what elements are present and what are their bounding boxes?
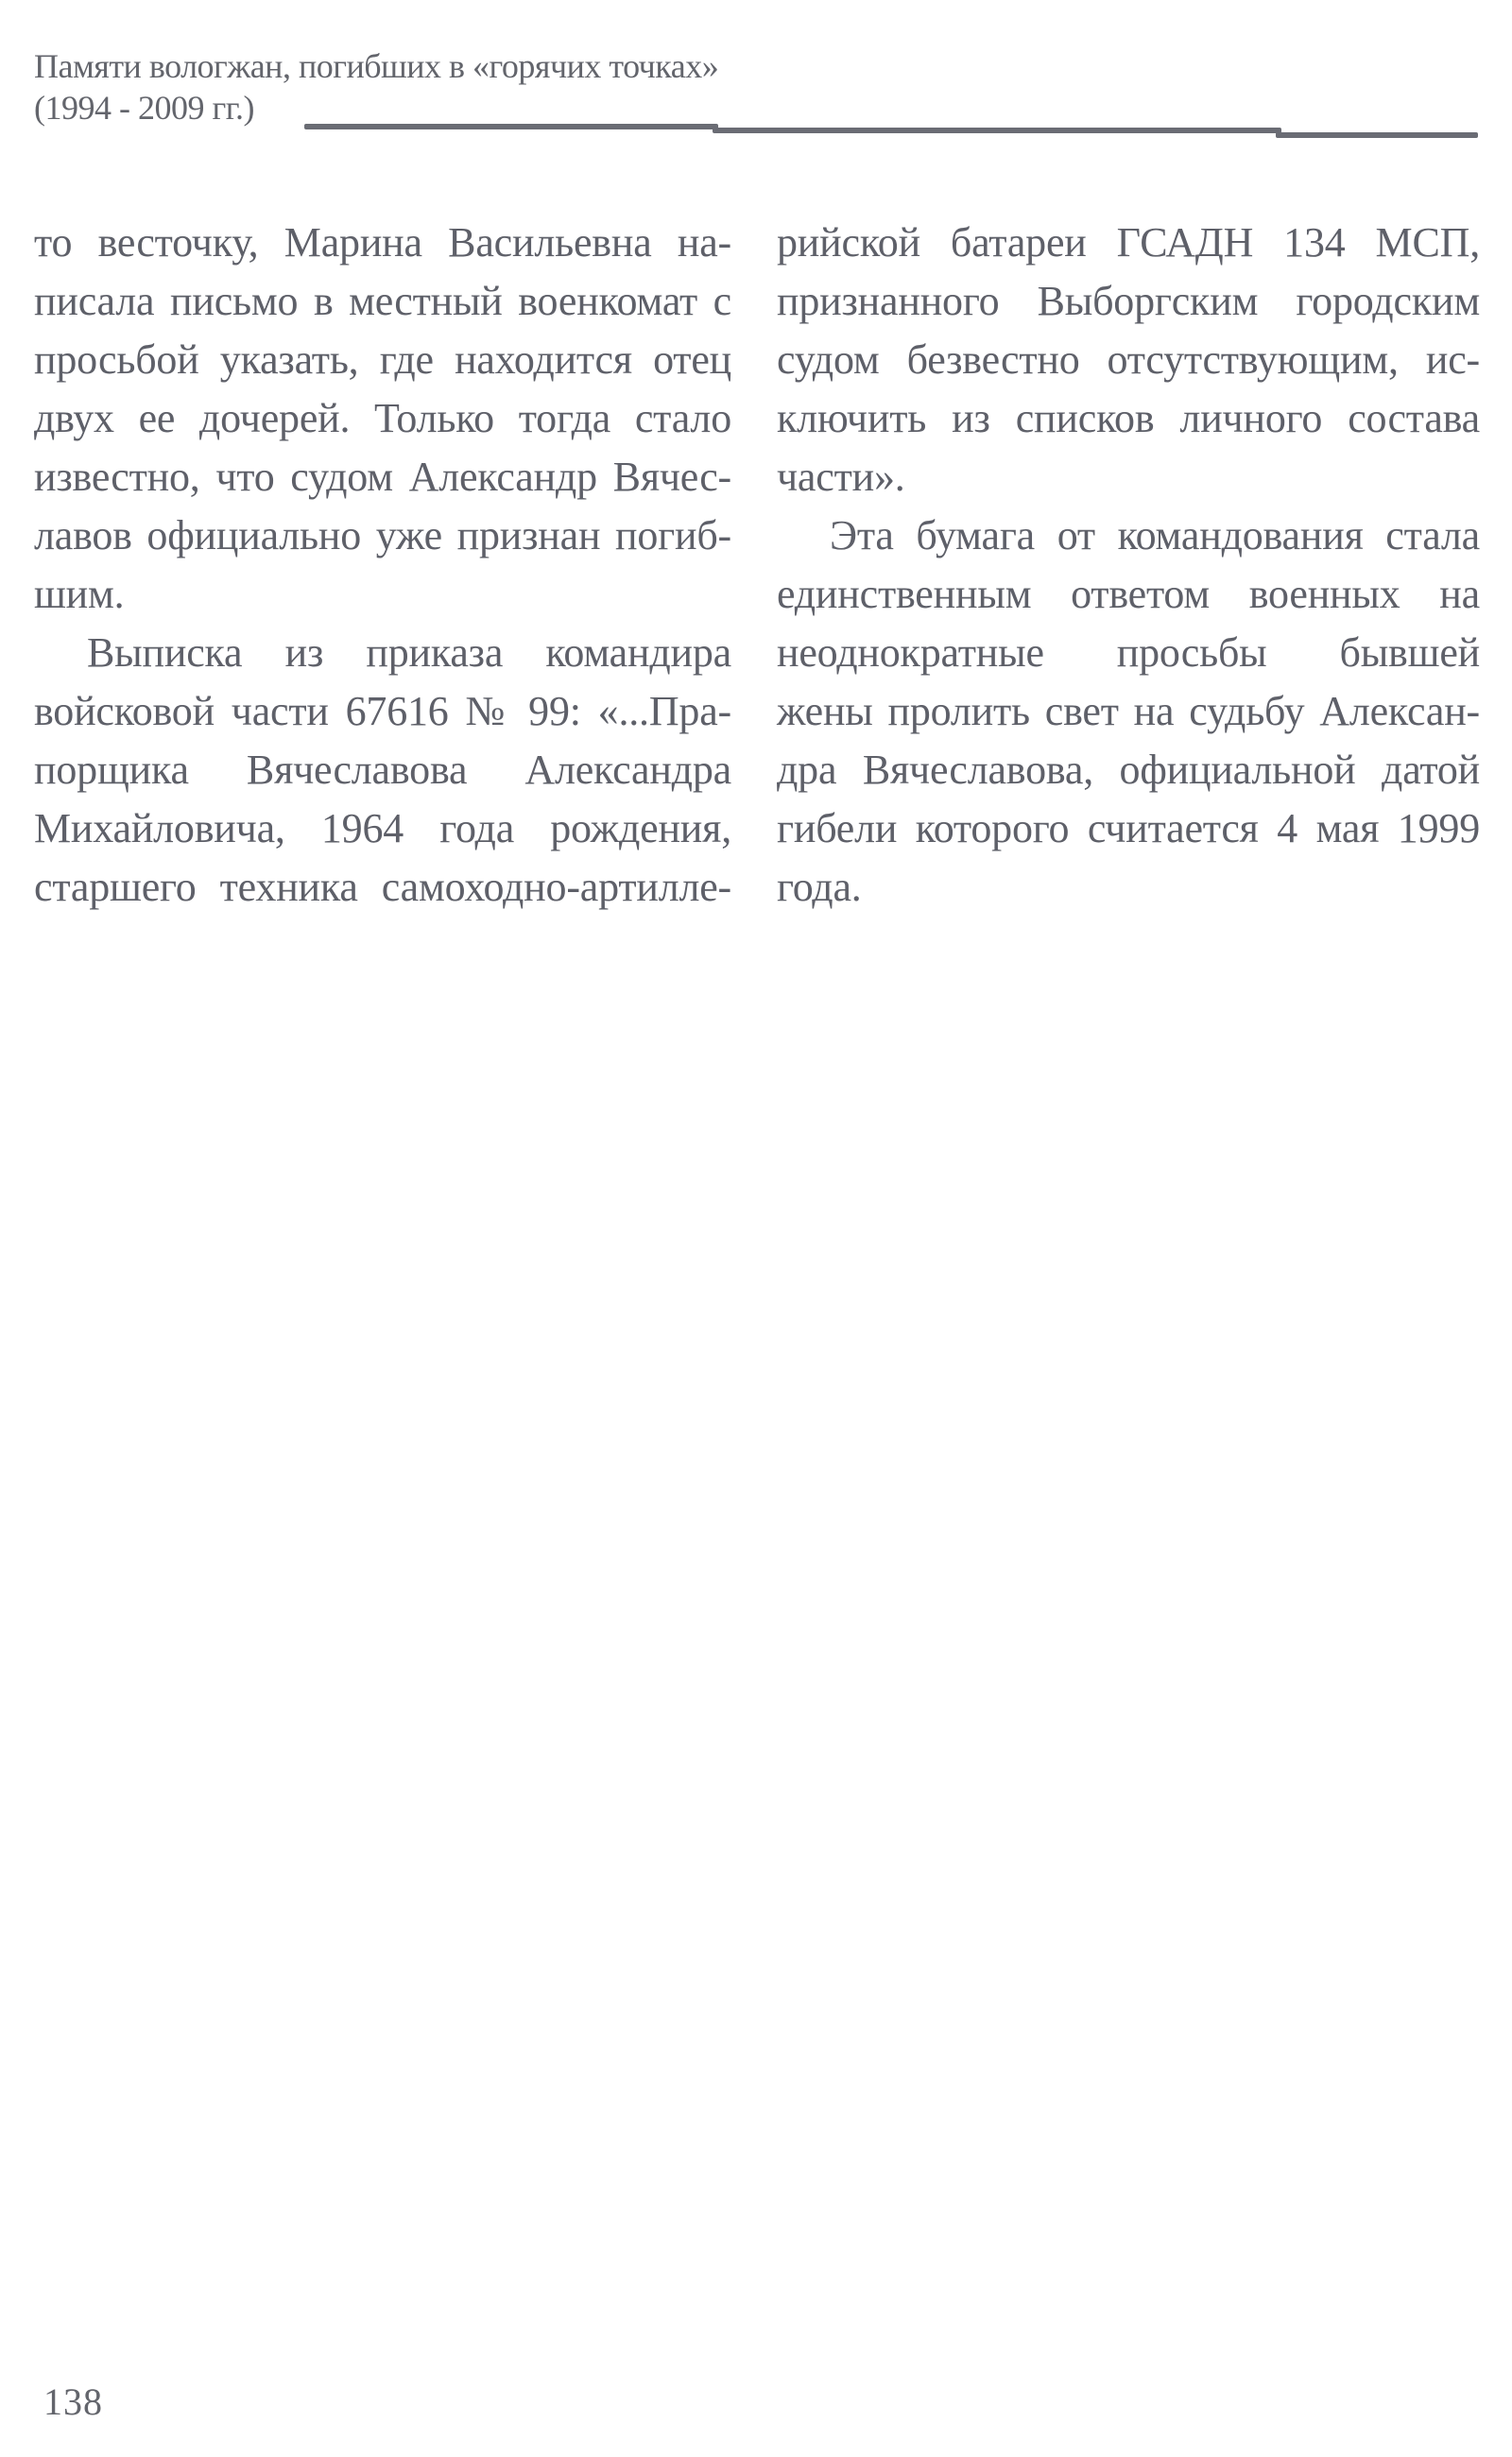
text-line: жены пролить свет на судьбу Алексан- bbox=[777, 688, 1480, 734]
text-line: дра Вячеславова, официальной датой bbox=[777, 747, 1480, 793]
text-line: войсковой части 67616 № 99: «...Пра- bbox=[34, 688, 731, 734]
text-column-right bbox=[777, 214, 1480, 917]
text-line: писала письмо в местный военкомат с bbox=[34, 278, 731, 324]
header-title: Памяти вологжан, погибших в «горячих точках» bbox=[34, 47, 719, 85]
header-rule-segment bbox=[713, 128, 1281, 133]
text-line: единственным ответом военных на bbox=[777, 571, 1480, 617]
text-line: рийской батареи ГСАДН 134 МСП, bbox=[777, 219, 1480, 266]
text-line: то весточку, Марина Васильевна на- bbox=[34, 219, 731, 266]
text-line: Михайловича, 1964 года рождения, bbox=[34, 805, 731, 851]
text-line: порщика Вячеславова Александра bbox=[34, 747, 731, 793]
text-line: двух ее дочерей. Только тогда стало bbox=[34, 395, 731, 441]
text-line: гибели которого считается 4 мая 1999 bbox=[777, 805, 1480, 851]
text-line: части». bbox=[777, 454, 905, 500]
text-line: старшего техника самоходно-артилле- bbox=[34, 864, 731, 910]
page-header bbox=[34, 45, 1480, 129]
text-column-left bbox=[34, 214, 731, 917]
header-years: (1994 - 2009 гг.) bbox=[34, 89, 254, 127]
text-line: известно, что судом Александр Вячес- bbox=[34, 454, 731, 500]
text-line: Выписка из приказа командира bbox=[87, 629, 731, 676]
text-line: ключить из списков личного состава bbox=[777, 395, 1480, 441]
text-line: шим. bbox=[34, 571, 125, 617]
text-line: года. bbox=[777, 864, 862, 910]
text-line: лавов официально уже признан погиб- bbox=[34, 512, 731, 558]
header-rule-segment bbox=[1276, 132, 1478, 138]
text-line: просьбой указать, где находится отец bbox=[34, 336, 731, 383]
text-line: Эта бумага от командования стала bbox=[830, 512, 1480, 558]
page-number: 138 bbox=[43, 2380, 103, 2423]
text-line: неоднократные просьбы бывшей bbox=[777, 629, 1480, 676]
text-line: признанного Выборгским городским bbox=[777, 278, 1480, 324]
text-line: судом безвестно отсутствующим, ис- bbox=[777, 336, 1480, 383]
header-rule-segment bbox=[304, 124, 718, 129]
